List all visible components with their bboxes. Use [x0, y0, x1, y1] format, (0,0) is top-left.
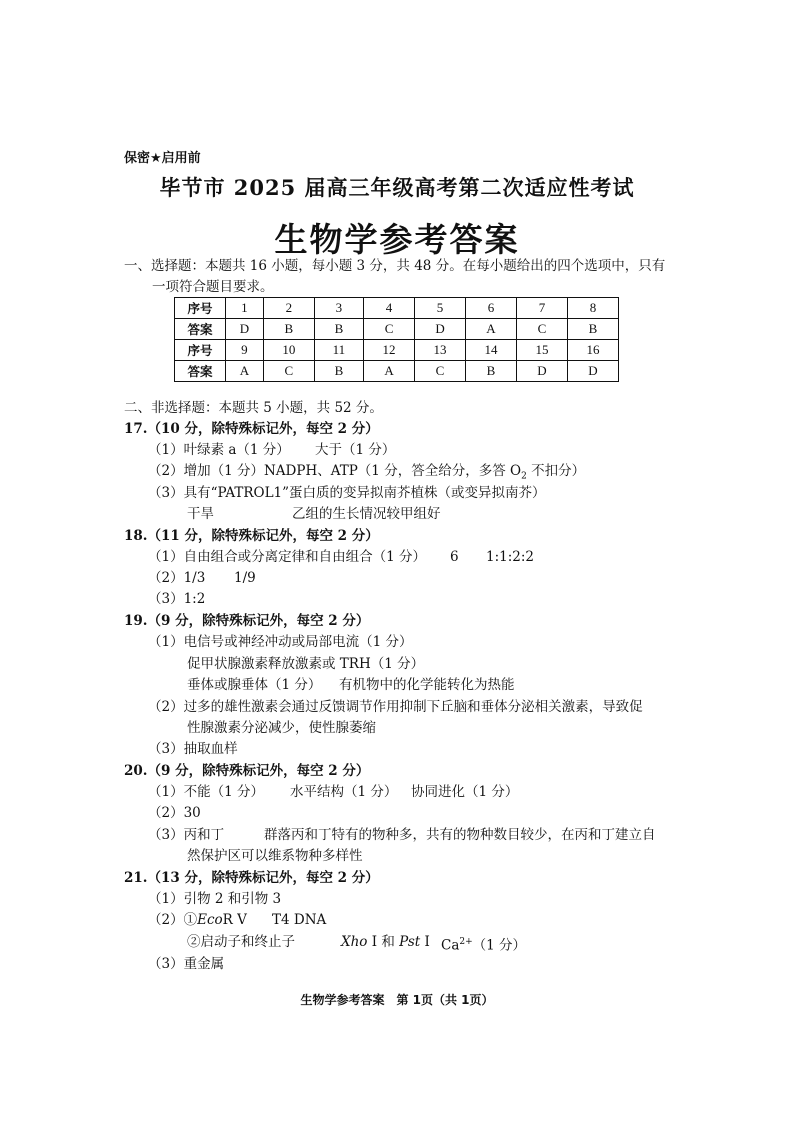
q21-answer-1: （1）引物 2 和引物 3: [148, 891, 282, 907]
q20-answer-1c: 协同进化（1 分）: [411, 784, 519, 800]
section1-intro-line2: 一项符合题目要求。: [152, 279, 274, 295]
table-cell: 7: [516, 298, 567, 319]
section2-intro: 二、非选择题：本题共 5 小题，共 52 分。: [124, 400, 383, 416]
q20-answer-1b: 水平结构（1 分）: [290, 784, 398, 800]
q17-answer-2: （2）增加（1 分）NADPH、ATP（1 分，答全给分，多答 $O_2$ 不扣分）: [148, 463, 586, 482]
q21-heading: 21.（13 分，除特殊标记外，每空 2 分）: [124, 870, 379, 886]
table-cell: C: [364, 319, 415, 340]
table-cell: B: [314, 319, 363, 340]
document-title: 生物学参考答案: [274, 220, 520, 259]
q19-answer-1: （1）电信号或神经冲动或局部电流（1 分）: [148, 634, 413, 650]
q18-heading: 18.（11 分，除特殊标记外，每空 2 分）: [124, 528, 379, 544]
table-cell: A: [364, 361, 415, 382]
q18-answer-2b: 1/9: [234, 570, 256, 586]
q17-answer-3c: 乙组的生长情况较甲组好: [292, 506, 441, 522]
q18-answer-1c: 1:1:2:2: [486, 549, 535, 565]
q20-heading: 20.（9 分，除特殊标记外，每空 2 分）: [124, 763, 370, 779]
table-cell: 4: [364, 298, 415, 319]
q20-answer-3: （3）丙和丁: [148, 827, 225, 843]
q17-subscript: 2: [521, 471, 527, 482]
q21-answer-2e: $Ca^{2+}(1$ 分）: [441, 937, 527, 954]
table-cell: 12: [364, 340, 415, 361]
table-row: [175, 319, 619, 340]
table-cell: A: [466, 319, 517, 340]
table-cell: 11: [314, 340, 363, 361]
table-cell: B: [263, 319, 314, 340]
table-cell: 8: [567, 298, 618, 319]
table-row-label: 答案: [175, 319, 226, 340]
table-cell: C: [415, 361, 466, 382]
page-footer: 生物学参考答案 第 1页（共 1页）: [300, 993, 494, 1007]
table-cell: 2: [263, 298, 314, 319]
table-row-label: 序号: [175, 340, 226, 361]
table-cell: 6: [466, 298, 517, 319]
table-row-label: 序号: [175, 298, 226, 319]
q17-answer-3b: 干旱: [187, 506, 214, 522]
table-cell: B: [314, 361, 363, 382]
table-cell: 10: [263, 340, 314, 361]
table-cell: 16: [567, 340, 618, 361]
table-cell: 5: [415, 298, 466, 319]
q20-answer-3b: 群落丙和丁特有的物种多，共有的物种数目较少，在丙和丁建立自: [264, 827, 656, 843]
exam-title: 毕节市 2025 届高三年级高考第二次适应性考试: [159, 175, 635, 200]
q19-answer-2b: 性腺激素分泌减少，使性腺萎缩: [187, 720, 376, 736]
table-cell: A: [226, 361, 264, 382]
q18-answer-1b: 6: [450, 549, 459, 565]
q19-answer-1d: 有机物中的化学能转化为热能: [339, 677, 515, 693]
section1-intro-line1: 一、选择题：本题共 16 小题，每小题 3 分，共 48 分。在每小题给出的四个选项中，只有: [124, 258, 666, 274]
q18-answer-2: （2）1/3: [148, 570, 206, 586]
table-cell: D: [567, 361, 618, 382]
q21-answer-2c: ②启动子和终止子: [187, 934, 295, 950]
confidential-label: 保密★启用前: [124, 151, 201, 166]
q20-answer-2: （2）30: [148, 805, 201, 821]
table-cell: C: [516, 319, 567, 340]
q19-answer-1b: 促甲状腺激素释放激素或 TRH（1 分）: [187, 656, 425, 672]
table-cell: D: [516, 361, 567, 382]
q19-answer-1c: 垂体或腺垂体（1 分）: [187, 677, 322, 693]
q19-heading: 19.（9 分，除特殊标记外，每空 2 分）: [124, 613, 370, 629]
q21-answer-2b: T4 DNA: [272, 912, 327, 928]
table-cell: 3: [314, 298, 363, 319]
q17-answer-3: （3）具有“PATROL1”蛋白质的变异拟南芥植株（或变异拟南芥）: [148, 485, 546, 501]
q21-answer-3: （3）重金属: [148, 956, 225, 972]
table-cell: B: [466, 361, 517, 382]
table-row: [175, 298, 619, 319]
q20-answer-3c: 然保护区可以维系物种多样性: [187, 848, 363, 864]
q20-answer-1: （1）不能（1 分）: [148, 784, 264, 800]
q19-answer-3: （3）抽取血样: [148, 741, 238, 757]
table-row: [175, 361, 619, 382]
table-cell: 9: [226, 340, 264, 361]
q19-answer-2: （2）过多的雄性激素会通过反馈调节作用抑制下丘脑和垂体分泌相关激素，导致促: [148, 699, 643, 715]
table-cell: 14: [466, 340, 517, 361]
q17-answer-1b: 大于（1 分）: [315, 442, 396, 458]
q18-answer-1: （1）自由组合或分离定律和自由组合（1 分）: [148, 549, 426, 565]
table-cell: D: [415, 319, 466, 340]
q21-answer-2: （2）①EcoR V: [148, 912, 247, 928]
q18-answer-3: （3）1:2: [148, 591, 206, 607]
q17-answer-1: （1）叶绿素 a（1 分）: [148, 442, 290, 458]
table-cell: C: [263, 361, 314, 382]
q17-heading: 17.（10 分，除特殊标记外，每空 2 分）: [124, 421, 379, 437]
table-row: [175, 340, 619, 361]
table-cell: 15: [516, 340, 567, 361]
q21-answer-2d: Xho I 和 Pst I: [341, 934, 430, 950]
answer-table: [174, 297, 619, 382]
table-cell: D: [226, 319, 264, 340]
table-row-label: 答案: [175, 361, 226, 382]
table-cell: 1: [226, 298, 264, 319]
table-cell: 13: [415, 340, 466, 361]
table-cell: B: [567, 319, 618, 340]
